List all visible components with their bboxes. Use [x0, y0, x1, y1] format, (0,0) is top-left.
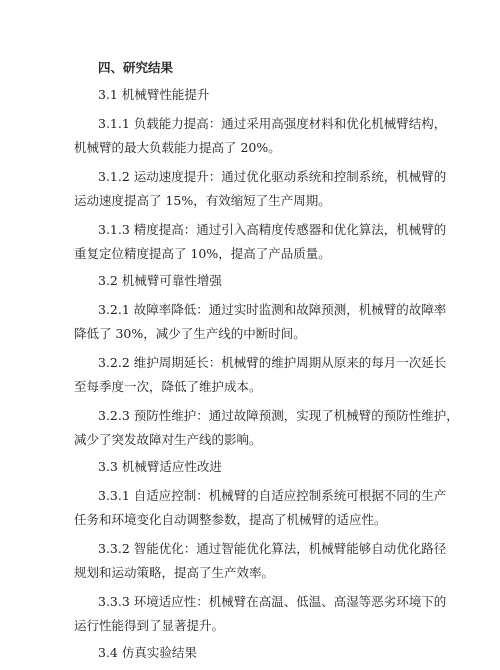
paragraph-line: 运动速度提高了 15%，有效缩短了生产周期。	[74, 193, 331, 208]
subsection-heading: 3.4 仿真实验结果	[98, 645, 197, 660]
paragraph-line: 3.1.1 负载能力提高：通过采用高强度材料和优化机械臂结构，	[98, 116, 447, 131]
paragraph-line: 规划和运动策略，提高了生产效率。	[74, 565, 275, 580]
subsection-heading: 3.2 机械臂可靠性增强	[98, 273, 222, 288]
paragraph	[74, 484, 447, 532]
subsection-heading: 3.1 机械臂性能提升	[98, 87, 210, 102]
paragraph	[74, 537, 447, 585]
paragraph-line: 3.2.1 故障率降低：通过实时监测和故障预测，机械臂的故障率	[98, 302, 447, 317]
paragraph	[74, 112, 447, 160]
paragraph	[74, 351, 447, 399]
paragraph	[74, 590, 447, 638]
paragraph	[74, 298, 447, 346]
subsection-heading: 3.3 机械臂适应性改进	[98, 459, 222, 474]
paragraph-line: 3.2.2 维护周期延长：机械臂的维护周期从原来的每月一次延长	[98, 355, 447, 370]
paragraph-line: 3.3.2 智能优化：通过智能优化算法，机械臂能够自动优化路径	[98, 541, 447, 556]
paragraph-line: 减少了突发故障对生产线的影响。	[74, 432, 262, 447]
paragraph-line: 3.3.1 自适应控制：机械臂的自适应控制系统可根据不同的生产	[98, 488, 447, 503]
paragraph-line: 机械臂的最大负载能力提高了 20%。	[74, 140, 281, 155]
section-heading: 四、研究结果	[98, 60, 174, 75]
paragraph-line: 3.2.3 预防性维护：通过故障预测，实现了机械臂的预防性维护，	[98, 408, 459, 423]
paragraph-line: 降低了 30%，减少了生产线的中断时间。	[74, 326, 306, 341]
paragraph-line: 运行性能得到了显著提升。	[74, 618, 225, 633]
paragraph	[74, 165, 447, 213]
document-body	[74, 58, 459, 670]
paragraph-line: 3.1.3 精度提高：通过引入高精度传感器和优化算法，机械臂的	[98, 222, 447, 237]
paragraph-line: 任务和环境变化自动调整参数，提高了机械臂的适应性。	[74, 512, 387, 527]
paragraph-line: 重复定位精度提高了 10%，提高了产品质量。	[74, 246, 331, 261]
paragraph-line: 至每季度一次，降低了维护成本。	[74, 379, 262, 394]
paragraph-line: 3.1.2 运动速度提升：通过优化驱动系统和控制系统，机械臂的	[98, 169, 447, 184]
paragraph-line: 3.3.3 环境适应性：机械臂在高温、低温、高湿等恶劣环境下的	[98, 594, 447, 609]
paragraph	[74, 404, 459, 452]
paragraph	[74, 218, 447, 266]
